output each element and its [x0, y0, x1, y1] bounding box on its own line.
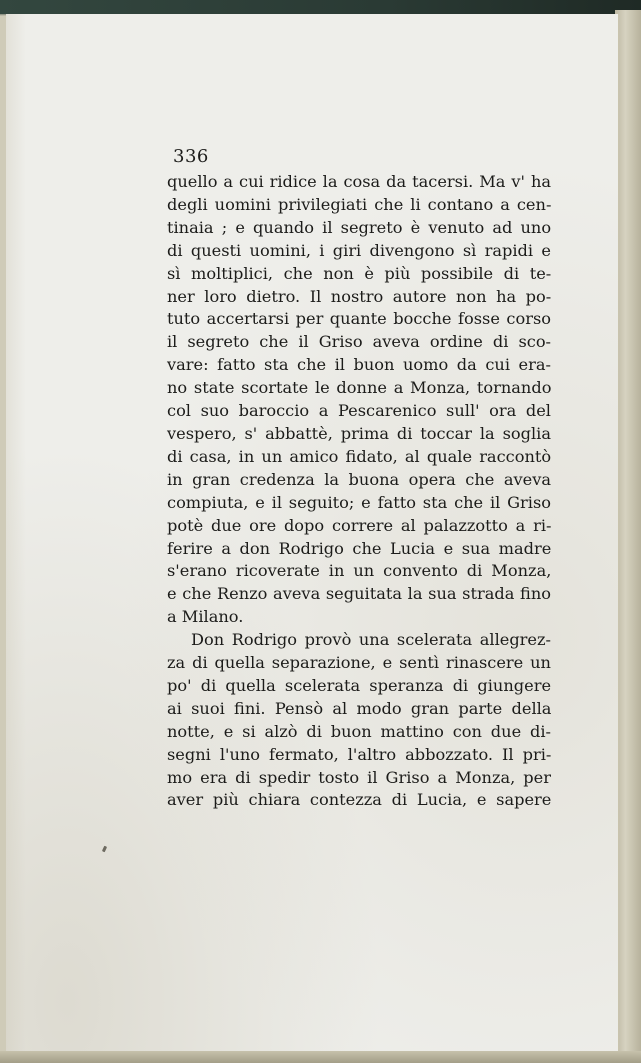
- text-line: mo era di spedir tosto il Griso a Monza, per: [167, 767, 551, 787]
- text-line: tuto accertarsi per quante bocche fosse corso: [167, 309, 551, 329]
- text-line: aver più chiara contezza di Lucia, e sapere: [167, 790, 552, 810]
- page-number: 336: [173, 146, 209, 167]
- text-line: potè due ore dopo correre al palazzotto a ri-: [167, 515, 552, 535]
- text-line: vare: fatto sta che il buon uomo da cui era-: [167, 355, 551, 375]
- text-line: ner loro dietro. Il nostro autore non ha po-: [167, 286, 552, 306]
- text-line: degli uomini privilegiati che li contano a cen-: [167, 194, 552, 214]
- text-line: po' di quella scelerata speranza di giungere: [167, 675, 552, 695]
- text-line: vespero, s' abbattè, prima di toccar la soglia: [167, 423, 551, 443]
- text-line: ai suoi fini. Pensò al modo gran parte della: [167, 698, 552, 718]
- text-line: in gran credenza la buona opera che aveva: [167, 469, 551, 489]
- text-line: tinaia ; e quando il segreto è venuto ad uno: [167, 217, 552, 237]
- paragraph-1: [167, 171, 551, 629]
- text-line: a Milano.: [167, 607, 244, 627]
- text-line: Don Rodrigo provò una scelerata allegrez-: [191, 630, 551, 650]
- text-line: ferire a don Rodrigo che Lucia e sua madre: [167, 538, 552, 558]
- page-stack-right-edge: [615, 10, 641, 1063]
- text-line: segni l'uno fermato, l'altro abbozzato. Il pri-: [167, 744, 552, 764]
- text-line: s'erano ricoverate in un convento di Monza,: [167, 561, 552, 581]
- paragraph-2: [167, 629, 551, 812]
- text-line: sì moltiplici, che non è più possibile di te-: [167, 263, 552, 283]
- page-stack-bottom-edge: [0, 1051, 641, 1063]
- text-line: di casa, in un amico fidato, al quale raccontò: [167, 446, 552, 466]
- text-line: quello a cui ridice la cosa da tacersi. Ma v' ha: [167, 172, 552, 191]
- text-block: [167, 147, 551, 812]
- text-line: za di quella separazione, e sentì rinascere un: [167, 653, 551, 673]
- book-cover-top-edge: [0, 0, 641, 14]
- text-line: no state scortate le donne a Monza, tornando: [167, 378, 552, 398]
- text-line: compiuta, e il seguito; e fatto sta che il Griso: [167, 492, 552, 512]
- text-line: il segreto che il Griso aveva ordine di sco-: [167, 332, 552, 352]
- text-line: col suo baroccio a Pescarenico sull' ora del: [167, 401, 551, 421]
- text-line: notte, e si alzò di buon mattino con due di-: [167, 721, 551, 741]
- text-line: di questi uomini, i giri divengono sì rapidi e: [167, 240, 551, 260]
- text-line: e che Renzo aveva seguitata la sua strada fino: [167, 584, 552, 604]
